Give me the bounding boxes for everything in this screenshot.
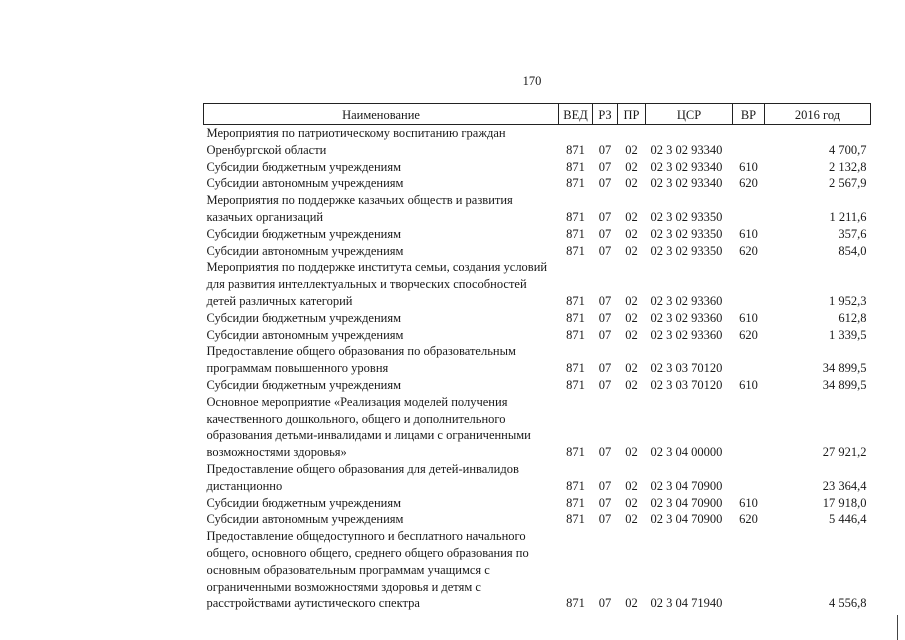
cell-vr	[733, 461, 765, 495]
cell-name: Субсидии бюджетным учреждениям	[206, 159, 402, 174]
cell-ved: 871	[566, 478, 585, 493]
cell-rz: 07	[598, 209, 612, 224]
cell-vr: 610	[739, 495, 758, 510]
cell-sum: 4 700,7	[829, 142, 867, 157]
cell-pr: 02	[625, 159, 638, 174]
cell-vr: 620	[739, 176, 758, 191]
cell-pr: 02	[625, 361, 638, 376]
cell-ved: 871	[566, 445, 585, 460]
cell-ved: 871	[566, 293, 585, 308]
budget-table	[203, 103, 871, 612]
cell-sum: 1 339,5	[829, 327, 867, 342]
header-pr: ПР	[618, 104, 646, 125]
cell-name: Мероприятия по патриотическому воспитанию граждан Оренбургской области	[206, 126, 506, 157]
table-row	[204, 125, 871, 159]
table-row	[204, 343, 871, 377]
header-rz: РЗ	[593, 104, 618, 125]
cell-rz: 07	[598, 159, 612, 174]
cell-ved: 871	[566, 159, 585, 174]
cell-rz: 07	[598, 293, 612, 308]
cell-pr: 02	[625, 310, 638, 325]
header-name: Наименование	[204, 104, 559, 125]
header-ved: ВЕД	[559, 104, 593, 125]
cell-vr	[733, 259, 765, 309]
page-number: 170	[522, 74, 542, 88]
cell-ved: 871	[566, 176, 585, 191]
cell-pr: 02	[625, 512, 638, 527]
cell-sum: 1 211,6	[829, 209, 867, 224]
cell-csr: 02 3 02 93350	[650, 209, 723, 224]
cell-pr: 02	[625, 293, 638, 308]
cell-pr: 02	[625, 142, 638, 157]
cell-rz: 07	[598, 361, 612, 376]
cell-csr: 02 3 04 00000	[650, 445, 723, 460]
cell-sum: 23 364,4	[822, 478, 867, 493]
cell-rz: 07	[598, 327, 612, 342]
cell-pr: 02	[625, 327, 638, 342]
table-body	[204, 125, 871, 613]
cell-ved: 871	[566, 512, 585, 527]
cell-vr	[733, 528, 765, 612]
cell-vr	[733, 125, 765, 159]
cell-pr: 02	[625, 445, 638, 460]
cell-csr: 02 3 02 93360	[650, 327, 723, 342]
cell-vr: 610	[739, 377, 758, 392]
cell-ved: 871	[566, 226, 585, 241]
cell-pr: 02	[625, 596, 638, 611]
table-row	[204, 259, 871, 309]
cell-name: Субсидии автономным учреждениям	[206, 512, 404, 527]
table-row	[204, 175, 871, 192]
cell-rz: 07	[598, 243, 612, 258]
cell-sum: 2 567,9	[829, 176, 867, 191]
page-edge-line	[897, 615, 898, 640]
cell-name: Субсидии бюджетным учреждениям	[206, 495, 402, 510]
cell-rz: 07	[598, 478, 612, 493]
header-vr: ВР	[733, 104, 765, 125]
cell-vr: 610	[739, 226, 758, 241]
cell-sum: 612,8	[838, 310, 867, 325]
cell-vr	[733, 343, 765, 377]
cell-name: Субсидии бюджетным учреждениям	[206, 377, 402, 392]
cell-csr: 02 3 03 70120	[650, 377, 723, 392]
cell-rz: 07	[598, 377, 612, 392]
cell-ved: 871	[566, 142, 585, 157]
cell-name: Предоставление общедоступного и бесплатного начального общего, основного общего, среднего общего образования по основным образовательным программам учащимся с ограниченными возможностями здоровья и детям с расстройствами аутистического спектра	[206, 529, 529, 611]
cell-csr: 02 3 02 93350	[650, 226, 723, 241]
cell-sum: 5 446,4	[829, 512, 867, 527]
cell-rz: 07	[598, 596, 612, 611]
cell-csr: 02 3 03 70120	[650, 361, 723, 376]
table-row	[204, 461, 871, 495]
cell-pr: 02	[625, 226, 638, 241]
cell-sum: 34 899,5	[822, 361, 867, 376]
cell-name: Субсидии автономным учреждениям	[206, 327, 404, 342]
cell-pr: 02	[625, 377, 638, 392]
cell-vr: 620	[739, 512, 758, 527]
cell-csr: 02 3 02 93340	[650, 142, 723, 157]
cell-csr: 02 3 02 93340	[650, 176, 723, 191]
table-row	[204, 394, 871, 461]
cell-rz: 07	[598, 310, 612, 325]
cell-name: Субсидии бюджетным учреждениям	[206, 310, 402, 325]
table-row	[204, 511, 871, 528]
cell-csr: 02 3 02 93360	[650, 310, 723, 325]
cell-vr: 610	[739, 159, 758, 174]
cell-vr	[733, 394, 765, 461]
header-sum: 2016 год	[765, 104, 871, 125]
cell-vr: 620	[739, 327, 758, 342]
cell-csr: 02 3 02 93360	[650, 293, 723, 308]
table-row	[204, 310, 871, 327]
cell-ved: 871	[566, 243, 585, 258]
cell-vr	[733, 192, 765, 226]
cell-csr: 02 3 02 93350	[650, 243, 723, 258]
cell-ved: 871	[566, 495, 585, 510]
cell-sum: 27 921,2	[822, 445, 867, 460]
cell-rz: 07	[598, 142, 612, 157]
cell-name: Основное мероприятие «Реализация моделей получения качественного дошкольного, общего и дополнительного образования детьми-инвалидами и лицами с ограниченными возможностями здоровья»	[206, 394, 531, 460]
cell-pr: 02	[625, 478, 638, 493]
cell-ved: 871	[566, 310, 585, 325]
cell-rz: 07	[598, 176, 612, 191]
cell-name: Предоставление общего образования по образовательным программам повышенного уровня	[206, 344, 516, 376]
cell-csr: 02 3 04 71940	[650, 596, 723, 611]
cell-csr: 02 3 04 70900	[650, 512, 723, 527]
cell-pr: 02	[625, 209, 638, 224]
cell-sum: 854,0	[838, 243, 867, 258]
cell-rz: 07	[598, 226, 612, 241]
cell-name: Мероприятия по поддержке института семьи, создания условий для развития интеллектуальных и творческих способностей детей различных категорий	[206, 260, 548, 308]
cell-ved: 871	[566, 327, 585, 342]
cell-rz: 07	[598, 495, 612, 510]
cell-name: Предоставление общего образования для детей-инвалидов дистанционно	[206, 461, 519, 493]
cell-ved: 871	[566, 377, 585, 392]
cell-name: Субсидии автономным учреждениям	[206, 176, 404, 191]
table-row	[204, 528, 871, 612]
table-row	[204, 159, 871, 176]
cell-sum: 17 918,0	[822, 495, 867, 510]
cell-sum: 1 952,3	[829, 293, 867, 308]
cell-rz: 07	[598, 512, 612, 527]
table-row	[204, 243, 871, 260]
cell-name: Субсидии автономным учреждениям	[206, 243, 404, 258]
cell-name: Субсидии бюджетным учреждениям	[206, 226, 402, 241]
cell-sum: 357,6	[838, 226, 867, 241]
cell-vr: 620	[739, 243, 758, 258]
table-row	[204, 377, 871, 394]
cell-csr: 02 3 02 93340	[650, 159, 723, 174]
cell-ved: 871	[566, 596, 585, 611]
cell-pr: 02	[625, 243, 638, 258]
cell-csr: 02 3 04 70900	[650, 478, 723, 493]
cell-name: Мероприятия по поддержке казачьих обществ и развития казачьих организаций	[206, 193, 513, 224]
table-header-row	[204, 104, 871, 125]
cell-rz: 07	[598, 445, 612, 460]
table-row	[204, 192, 871, 226]
cell-pr: 02	[625, 176, 638, 191]
cell-ved: 871	[566, 361, 585, 376]
cell-pr: 02	[625, 495, 638, 510]
cell-sum: 34 899,5	[822, 377, 867, 392]
table-row	[204, 495, 871, 512]
cell-vr: 610	[739, 310, 758, 325]
cell-ved: 871	[566, 209, 585, 224]
table-row	[204, 226, 871, 243]
cell-csr: 02 3 04 70900	[650, 495, 723, 510]
table-row	[204, 327, 871, 344]
cell-sum: 4 556,8	[829, 596, 867, 611]
cell-sum: 2 132,8	[829, 159, 867, 174]
header-csr: ЦСР	[646, 104, 733, 125]
